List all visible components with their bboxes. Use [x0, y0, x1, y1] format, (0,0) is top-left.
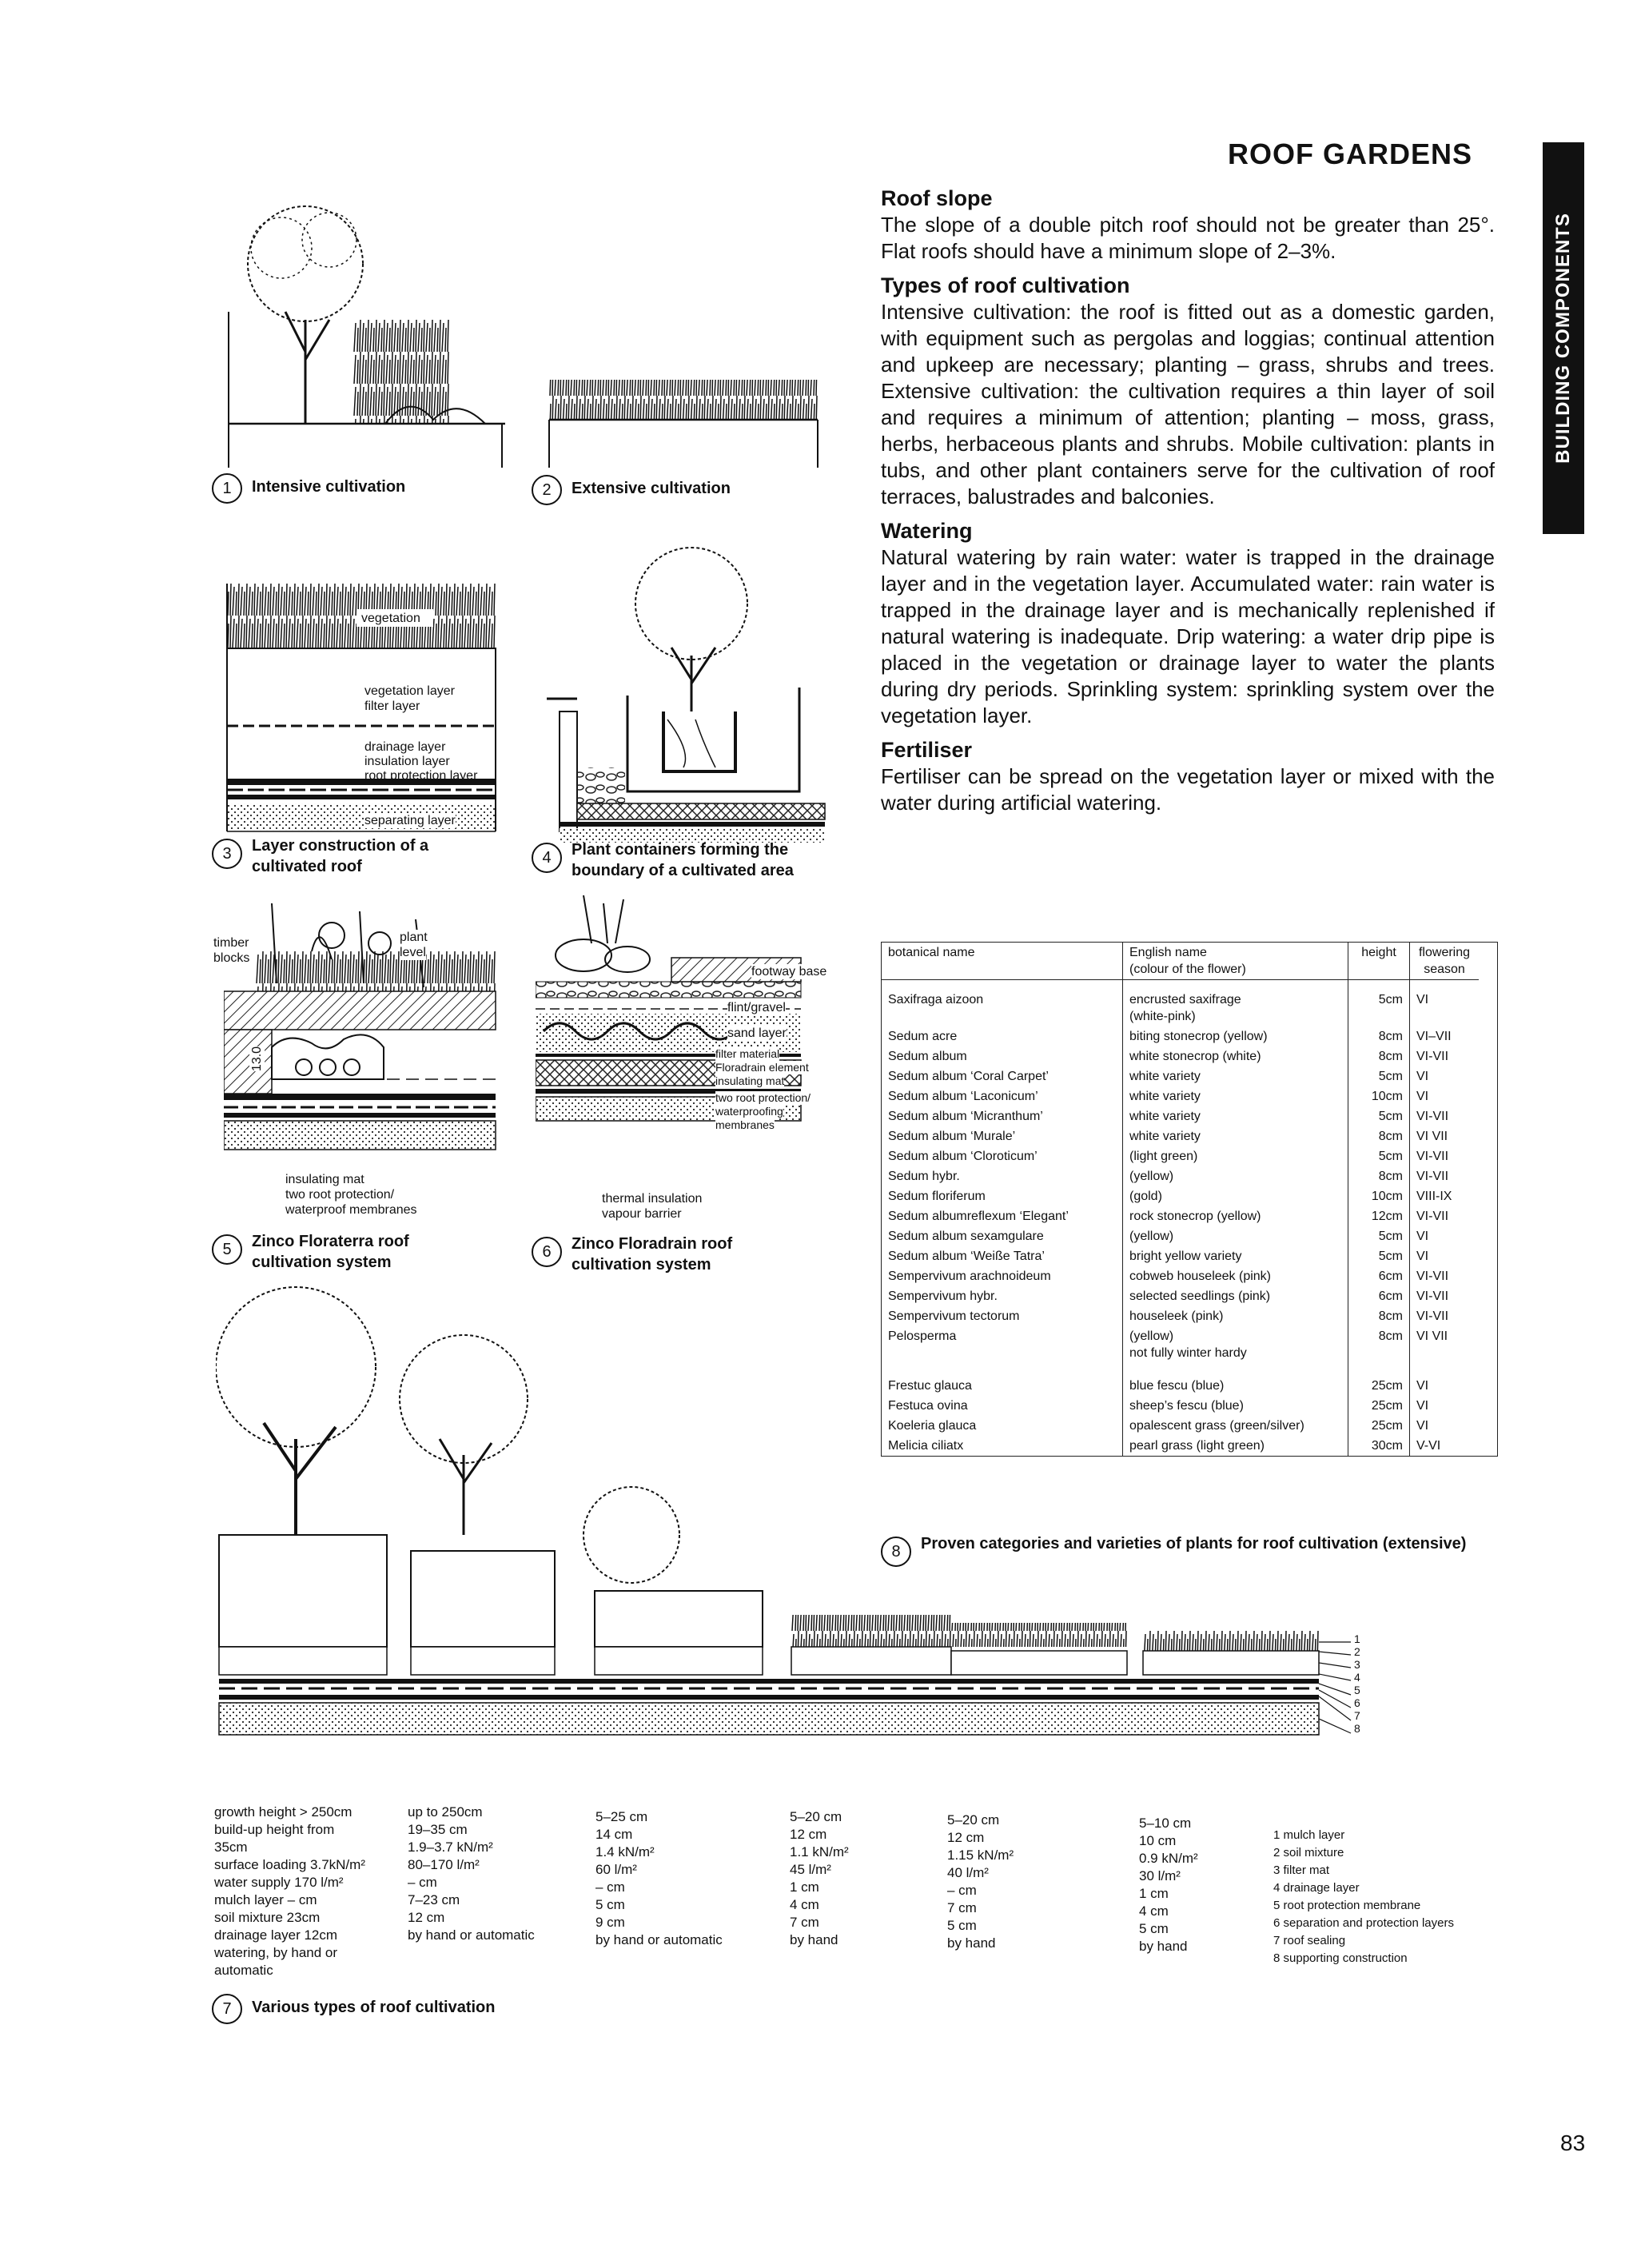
label-floradrain-element: Floradrain element	[715, 1061, 809, 1074]
cultivation-stat-line: 12 cm	[790, 1827, 827, 1842]
table-cell: 25cm	[1348, 1416, 1410, 1436]
table-cell: 5cm	[1348, 980, 1410, 1027]
table-cell: white stonecrop (white)	[1123, 1046, 1348, 1066]
fig-number-5: 5	[212, 1234, 242, 1265]
cultivation-stat-line: 19–35 cm	[408, 1822, 468, 1837]
table-cell: 5cm	[1348, 1246, 1410, 1266]
table-cell: 8cm	[1348, 1046, 1410, 1066]
table-cell: VI	[1416, 1379, 1429, 1393]
table-cell: VI	[1416, 1419, 1429, 1433]
table-cell: 5cm	[1348, 1146, 1410, 1166]
table-cell: opalescent grass (green/silver)	[1123, 1416, 1348, 1436]
table-cell: Frestuc glauca	[882, 1363, 1123, 1396]
table-row	[882, 1026, 1479, 1046]
table-cell: white variety	[1123, 1066, 1348, 1086]
cultivation-type-column	[214, 1804, 365, 1979]
cultivation-stat-line: growth height > 250cm	[214, 1804, 352, 1820]
table-cell: 10cm	[1348, 1186, 1410, 1206]
cultivation-stat-line: by hand or automatic	[408, 1927, 535, 1943]
table-cell: VI-VII	[1416, 1110, 1449, 1123]
table-row	[882, 1126, 1479, 1146]
table-cell: Sempervivum arachnoideum	[882, 1266, 1123, 1286]
cultivation-stat-line: 14 cm	[595, 1827, 633, 1842]
table-row	[882, 1146, 1479, 1166]
table-cell: Sedum hybr.	[882, 1166, 1123, 1186]
label-separating-layer: separating layer	[364, 814, 456, 827]
layer-number: 1	[1354, 1632, 1360, 1645]
layer-construction-diagram	[224, 552, 500, 839]
cultivation-stat-line: by hand	[790, 1932, 838, 1947]
table-row	[882, 1186, 1479, 1206]
table-cell: 10cm	[1348, 1086, 1410, 1106]
table-cell: Sempervivum tectorum	[882, 1306, 1123, 1326]
table-cell: 8cm	[1348, 1326, 1410, 1363]
table-cell: 8cm	[1348, 1166, 1410, 1186]
legend-item: 1 mulch layer	[1273, 1828, 1345, 1842]
caption-f5-text: Zinco Floraterra roof cultivation system	[252, 1233, 409, 1271]
table-cell: white variety	[1123, 1106, 1348, 1126]
label-root-protection: two root protection/	[285, 1188, 395, 1202]
cultivation-stat-line: 5 cm	[1139, 1921, 1169, 1936]
table-cell: cobweb houseleek (pink)	[1123, 1266, 1348, 1286]
th-height: height	[1348, 943, 1410, 980]
table-row	[882, 980, 1479, 1027]
cultivation-stat-line: soil mixture 23cm	[214, 1910, 321, 1925]
label-footway-base: footway base	[751, 965, 827, 979]
label-vegetation: vegetation	[361, 612, 420, 625]
table-cell: VI-VII	[1416, 1270, 1449, 1283]
table-cell: Sedum album ‘Weiße Tatra’	[882, 1246, 1123, 1266]
table-cell: VI-VII	[1416, 1050, 1449, 1063]
table-cell: VI	[1416, 1090, 1429, 1103]
caption-f3-text: Layer construction of a cultivated roof	[252, 837, 429, 875]
extensive-illustration	[546, 364, 822, 468]
label-timber: timber	[213, 936, 249, 950]
table-cell: (yellow)	[1123, 1166, 1348, 1186]
cultivation-stat-line: – cm	[595, 1879, 625, 1895]
cultivation-stat-line: by hand	[947, 1935, 996, 1951]
caption-f2	[532, 472, 731, 505]
table-cell: VI VII	[1416, 1329, 1448, 1343]
table-cell: VI-VII	[1416, 1170, 1449, 1183]
label-thermal-insulation: thermal insulation	[602, 1192, 703, 1206]
layer-number-list	[1354, 1632, 1370, 1735]
table-cell: white variety	[1123, 1126, 1348, 1146]
table-cell: VI-VII	[1416, 1210, 1449, 1223]
plant-container-diagram	[544, 528, 831, 847]
label-vapour-barrier: vapour barrier	[602, 1207, 682, 1221]
table-cell: 25cm	[1348, 1363, 1410, 1396]
table-row	[882, 1206, 1479, 1226]
label-vegetation-layer: vegetation layer	[364, 684, 455, 698]
table-cell: (yellow) not fully winter hardy	[1123, 1326, 1348, 1363]
table-cell: VI	[1416, 1250, 1429, 1263]
table-cell: 8cm	[1348, 1126, 1410, 1146]
label-root-protection-layer: root protection layer	[364, 769, 478, 783]
legend-item: 4 drainage layer	[1273, 1881, 1360, 1895]
table-cell: VI–VII	[1416, 1030, 1452, 1043]
cultivation-stat-line: automatic	[214, 1963, 273, 1978]
table-row	[882, 1246, 1479, 1266]
table-cell: V-VI	[1416, 1439, 1441, 1453]
table-row	[882, 1086, 1479, 1106]
table-cell: 8cm	[1348, 1026, 1410, 1046]
caption-f8-text: Proven categories and varieties of plants for roof cultivation (extensive)	[921, 1535, 1467, 1553]
cultivation-stat-line: 30 l/m²	[1139, 1868, 1181, 1883]
table-cell: Melicia ciliatx	[882, 1436, 1123, 1456]
legend-item: 5 root protection membrane	[1273, 1899, 1421, 1912]
table-cell: sheep’s fescu (blue)	[1123, 1396, 1348, 1416]
caption-f6	[532, 1234, 803, 1275]
table-cell: 6cm	[1348, 1286, 1410, 1306]
table-cell: Sedum album	[882, 1046, 1123, 1066]
label-filter-material: filter material	[715, 1047, 780, 1060]
cultivation-stat-line: 7 cm	[947, 1900, 977, 1915]
cultivation-type-column	[1139, 1815, 1198, 1955]
table-cell: VI-VII	[1416, 1150, 1449, 1163]
table-row	[882, 1066, 1479, 1086]
fig-number-4: 4	[532, 843, 562, 873]
cultivation-stat-line: 80–170 l/m²	[408, 1857, 480, 1872]
table-cell: 5cm	[1348, 1226, 1410, 1246]
layer-number: 7	[1354, 1709, 1360, 1722]
cultivation-stat-line: 40 l/m²	[947, 1865, 989, 1880]
table-cell: pearl grass (light green)	[1123, 1436, 1348, 1456]
cultivation-stat-line: 7–23 cm	[408, 1892, 460, 1907]
label-f6-insulating-mat: insulating mat	[715, 1074, 785, 1087]
cultivation-stat-line: 4 cm	[1139, 1903, 1169, 1919]
table-cell: Sedum album ‘Cloroticum’	[882, 1146, 1123, 1166]
layer-number: 4	[1354, 1671, 1360, 1684]
table-cell: VI	[1416, 993, 1429, 1006]
layer-number: 8	[1354, 1722, 1360, 1735]
table-row	[882, 1226, 1479, 1246]
para-roof-slope: The slope of a double pitch roof should not be greater than 25°. Flat roofs should have a minimum slope of 2–3%.	[881, 213, 1495, 263]
cultivation-stat-line: 12 cm	[947, 1830, 985, 1845]
label-sand-layer: sand layer	[727, 1026, 787, 1040]
table-cell: 25cm	[1348, 1396, 1410, 1416]
cultivation-stat-line: 35cm	[214, 1840, 248, 1855]
cultivation-stat-line: 0.9 kN/m²	[1139, 1851, 1198, 1866]
cultivation-stat-line: 5–10 cm	[1139, 1816, 1192, 1831]
caption-f2-text: Extensive cultivation	[572, 480, 731, 497]
label-flint-gravel: flint/gravel	[727, 1001, 786, 1014]
para-watering: Natural watering by rain water: water is trapped in the drainage layer and in the vegetation layer. Accumulated water: rain water is trapped in the drainage layer and is mechanically replenished if natural watering is inadequate. Drip watering: a water drip pipe is placed in the vegetation or drainage layer to water the plants during dry periods. Sprinkling system: sprinkling system over the vegetation layer.	[881, 545, 1495, 727]
caption-f6-text: Zinco Floradrain roof cultivation system	[572, 1235, 733, 1274]
cultivation-stat-line: 4 cm	[790, 1897, 819, 1912]
cultivation-stat-line: by hand	[1139, 1939, 1188, 1954]
table-cell: biting stonecrop (yellow)	[1123, 1026, 1348, 1046]
table-cell: (yellow)	[1123, 1226, 1348, 1246]
table-cell: Sempervivum hybr.	[882, 1286, 1123, 1306]
label-dimension: 13.0	[250, 1046, 265, 1072]
cultivation-stat-line: 1 cm	[1139, 1886, 1169, 1901]
table-cell: Saxifraga aizoon	[882, 980, 1123, 1027]
table-cell: 12cm	[1348, 1206, 1410, 1226]
cultivation-stat-line: 45 l/m²	[790, 1862, 831, 1877]
table-cell: VI VII	[1416, 1130, 1448, 1143]
cultivation-stat-line: by hand or automatic	[595, 1932, 723, 1947]
layer-number: 2	[1354, 1645, 1360, 1658]
cultivation-stat-line: 1.15 kN/m²	[947, 1847, 1014, 1863]
table-cell: 30cm	[1348, 1436, 1410, 1456]
table-cell: VI-VII	[1416, 1289, 1449, 1303]
cultivation-stat-line: – cm	[408, 1875, 437, 1890]
cultivation-stat-line: mulch layer – cm	[214, 1892, 317, 1907]
table-cell: Sedum albumreflexum ‘Elegant’	[882, 1206, 1123, 1226]
table-cell: VI-VII	[1416, 1309, 1449, 1323]
page-title: ROOF GARDENS	[1228, 138, 1473, 170]
heading-watering: Watering	[881, 519, 973, 543]
table-header-row	[882, 943, 1479, 980]
table-row	[882, 1106, 1479, 1126]
th-flowering: flowering season	[1410, 943, 1480, 980]
label-filter-layer: filter layer	[364, 700, 420, 713]
fig-number-3: 3	[212, 839, 242, 869]
table-cell: Sedum album ‘Coral Carpet’	[882, 1066, 1123, 1086]
label-level: level	[400, 946, 426, 959]
cultivation-stat-line: 5 cm	[595, 1897, 625, 1912]
label-insulation-layer: insulation layer	[364, 755, 450, 768]
page-number: 83	[1560, 2130, 1586, 2155]
para-types: Intensive cultivation: the roof is fitted out as a domestic garden, with equipment such as pergolas and loggias; continual attention and upkeep are necessary; planting – grass, shrubs and trees. Extensive cultivation: the cultivation requires a thin layer of soil and requires a minimum of attention; planting – moss, grass, herbs, herbaceous plants and shrubs. Mobile cultivation: plants in tubs, and other plant containers serve for the cultivation of roof terraces, balustrades and balconies.	[881, 300, 1495, 508]
caption-f3	[212, 835, 484, 877]
layer-legend	[1273, 1827, 1454, 1967]
table-cell: Sedum album ‘Murale’	[882, 1126, 1123, 1146]
table-cell: VI	[1416, 1399, 1429, 1413]
caption-f4-text: Plant containers forming the boundary of a cultivated area	[572, 841, 794, 879]
cultivation-type-column	[790, 1808, 849, 1949]
cultivation-stat-line: 5–25 cm	[595, 1809, 648, 1824]
caption-f1	[212, 470, 405, 504]
table-cell: Koeleria glauca	[882, 1416, 1123, 1436]
table-cell: VIII-IX	[1416, 1190, 1452, 1203]
layer-number: 3	[1354, 1658, 1360, 1671]
cultivation-stat-line: build-up height from	[214, 1822, 335, 1837]
table-cell: white variety	[1123, 1086, 1348, 1106]
intensive-illustration	[225, 192, 505, 468]
label-membranes: membranes	[715, 1118, 775, 1131]
table-cell: rock stonecrop (yellow)	[1123, 1206, 1348, 1226]
caption-f4	[532, 839, 835, 881]
fig-number-7: 7	[212, 1994, 242, 2024]
label-plant: plant	[400, 931, 428, 944]
cultivation-stat-line: 1 cm	[790, 1879, 819, 1895]
cultivation-stat-line: – cm	[947, 1883, 977, 1898]
para-fertiliser: Fertiliser can be spread on the vegetation layer or mixed with the water during artificial watering.	[881, 764, 1495, 815]
heading-fertiliser: Fertiliser	[881, 738, 973, 762]
label-drainage-layer: drainage layer	[364, 740, 446, 754]
table-cell: (gold)	[1123, 1186, 1348, 1206]
table-row	[882, 1046, 1479, 1066]
table-cell: (light green)	[1123, 1146, 1348, 1166]
cultivation-stat-line: 12 cm	[408, 1910, 445, 1925]
table-cell: Sedum acre	[882, 1026, 1123, 1046]
label-blocks: blocks	[213, 951, 250, 965]
cultivation-type-column	[947, 1812, 1014, 1952]
caption-f7	[212, 1991, 496, 2024]
table-cell: Pelosperma	[882, 1326, 1123, 1363]
table-cell: 6cm	[1348, 1266, 1410, 1286]
label-waterproofing: waterproofing	[715, 1105, 783, 1118]
legend-item: 7 roof sealing	[1273, 1934, 1346, 1947]
legend-item: 6 separation and protection layers	[1273, 1916, 1454, 1930]
fig-number-2: 2	[532, 475, 562, 505]
table-cell: bright yellow variety	[1123, 1246, 1348, 1266]
label-f6-root-protection: two root protection/	[715, 1091, 811, 1104]
caption-f5	[212, 1231, 484, 1273]
table-cell: 5cm	[1348, 1066, 1410, 1086]
table-cell: Sedum album ‘Micranthum’	[882, 1106, 1123, 1126]
heading-roof-slope: Roof slope	[881, 186, 993, 210]
layer-number: 6	[1354, 1696, 1360, 1709]
table-cell: VI	[1416, 1070, 1429, 1083]
table-row	[882, 1166, 1479, 1186]
cultivation-stat-line: 60 l/m²	[595, 1862, 637, 1877]
cultivation-stat-line: 9 cm	[595, 1915, 625, 1930]
th-botanical: botanical name	[882, 943, 1123, 980]
table-cell: houseleek (pink)	[1123, 1306, 1348, 1326]
table-cell: Sedum album ‘Laconicum’	[882, 1086, 1123, 1106]
fig-number-8: 8	[881, 1537, 911, 1567]
layer-number: 5	[1354, 1684, 1360, 1696]
table-cell: Sedum album sexamgulare	[882, 1226, 1123, 1246]
cultivation-stat-line: watering, by hand or	[214, 1945, 338, 1960]
cultivation-stat-line: 5–20 cm	[947, 1812, 1000, 1828]
cultivation-stat-line: up to 250cm	[408, 1804, 483, 1820]
fig-number-1: 1	[212, 473, 242, 504]
table-cell: encrusted saxifrage (white-pink)	[1123, 980, 1348, 1027]
table-cell: 5cm	[1348, 1106, 1410, 1126]
caption-f1-text: Intensive cultivation	[252, 478, 406, 496]
legend-item: 2 soil mixture	[1273, 1846, 1344, 1859]
fig-number-6: 6	[532, 1237, 562, 1267]
cultivation-stat-line: water supply 170 l/m²	[214, 1875, 344, 1890]
section-tab	[1543, 142, 1584, 534]
th-english: English name (colour of the flower)	[1123, 943, 1348, 980]
cultivation-stat-line: 1.4 kN/m²	[595, 1844, 655, 1859]
cultivation-stat-line: 1.1 kN/m²	[790, 1844, 849, 1859]
table-cell: selected seedlings (pink)	[1123, 1286, 1348, 1306]
cultivation-types-illustration	[216, 1279, 1367, 1807]
table-cell: VI	[1416, 1230, 1429, 1243]
table-cell: 8cm	[1348, 1306, 1410, 1326]
cultivation-stat-line: 10 cm	[1139, 1833, 1177, 1848]
cultivation-type-column	[408, 1804, 535, 1944]
cultivation-stat-line: drainage layer 12cm	[214, 1927, 338, 1943]
label-waterproof-membranes: waterproof membranes	[285, 1203, 417, 1217]
table-cell: blue fescu (blue)	[1123, 1363, 1348, 1396]
heading-types: Types of roof cultivation	[881, 273, 1130, 297]
label-insulating-mat: insulating mat	[285, 1173, 364, 1186]
table-cell: Festuca ovina	[882, 1396, 1123, 1416]
legend-item: 3 filter mat	[1273, 1863, 1330, 1877]
cultivation-stat-line: 1.9–3.7 kN/m²	[408, 1840, 493, 1855]
cultivation-stat-line: 7 cm	[790, 1915, 819, 1930]
floraterra-diagram	[224, 887, 504, 1167]
cultivation-stat-line: surface loading 3.7kN/m²	[214, 1857, 365, 1872]
section-tab-label: BUILDING COMPONENTS	[1552, 213, 1574, 464]
cultivation-stat-line: 5–20 cm	[790, 1809, 842, 1824]
legend-item: 8 supporting construction	[1273, 1951, 1408, 1965]
cultivation-type-column	[595, 1808, 723, 1949]
cultivation-stat-line: 5 cm	[947, 1918, 977, 1933]
caption-f7-text: Various types of roof cultivation	[252, 1999, 496, 2016]
text-column	[881, 185, 1495, 824]
table-cell: Sedum floriferum	[882, 1186, 1123, 1206]
